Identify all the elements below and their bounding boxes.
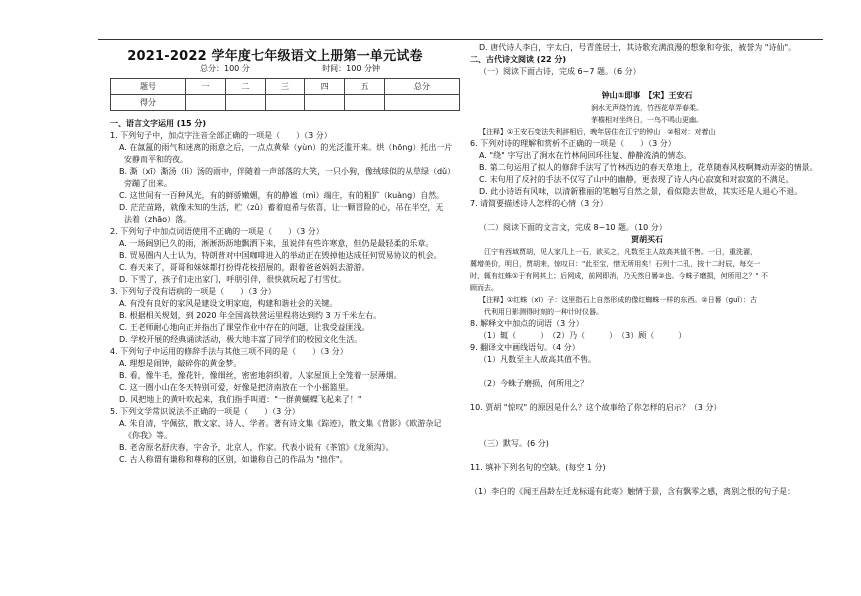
text-line: A. 在氤氲的雨气和迷离的雨意之后，一点点黄晕（yùn）的光泛滥开来。烘（hōng）托出一片: [119, 143, 453, 152]
right-column: [470, 42, 824, 498]
cell-part-3: 三: [265, 79, 305, 95]
text-line: 7. 请简要描述诗人怎样的心情（3 分）: [470, 199, 608, 208]
text-line: [470, 78, 824, 90]
time-label: 时间：100 分钟: [322, 64, 380, 73]
text-line: C. 王老师耐心地向正并指出了课堂作业中存在的问题，让我受益匪浅。: [119, 323, 370, 332]
text-line: D. 下雪了，孩子们走出家门，呼朋引伴，很快就玩起了打雪仗。: [119, 275, 347, 284]
text-line: 4. 下列句子中运用的修辞手法与其他三项不同的是（ ）（3 分）: [110, 347, 348, 356]
text-line: A. "绕" 字写出了涧水在竹林间回环往复、静静流淌的情态。: [479, 151, 692, 160]
text-line: D. 茫茫苗路，就像未知的生活，贮（zǔ）蓄着庭希与依喜，让一颗冒险的心，吊在半空，无: [119, 203, 444, 212]
text-line: B. 第二句运用了拟人的修辞手法写了竹林西边的春天草地上，花草随春风枝啊舞动弄姿的情景。: [479, 163, 818, 172]
text-line: A. 朱自清，字佩弦，散文家、诗人、学者。著有诗文集《踪迹》，散文集《背影》《欧游杂记: [119, 419, 442, 428]
text-line: C. 春天来了，哥哥和妹妹都打扮得花枝招展的，跟着爸爸妈妈去游游。: [119, 263, 370, 272]
text-line: [470, 450, 824, 462]
left-column: [110, 118, 460, 466]
text-line: [470, 210, 824, 222]
text-line: [470, 414, 824, 426]
exam-meta: [200, 63, 380, 74]
text-line: （一）阅读下面古诗，完成 6~7 题。（6 分）: [479, 67, 641, 76]
text-line: [470, 366, 824, 378]
text-line: 10. 贾胡 "惊叹" 的原因是什么？这个故事给了你怎样的启示？（3 分）: [470, 403, 722, 412]
text-line: B. 看，像牛毛，像花针，像细丝，密密地斜织着，人家屋顶上全笼着一层薄烟。: [119, 371, 402, 380]
text-line: C. 这一圈小山在冬天特别可爱，好像是把济南放在一个小摇篮里。: [119, 383, 354, 392]
text-line: （1）凡数至主人故高其值不售。: [479, 355, 597, 364]
text-line: D. 此小诗语有风味，以清新雅丽的笔触写自然之景，看似隐去世故，其实还是人退心不退。: [479, 187, 803, 196]
text-line: 涧水无声绕竹流，竹西花草弄春柔。: [591, 104, 703, 112]
text-line: 2. 下列句子中加点词语使用不正确的一项是（ ）（3 分）: [110, 227, 324, 236]
text-line: 茅檐相对坐终日，一鸟不鸣山更幽。: [591, 116, 703, 124]
text-line: C. 末句用了反衬的手法不仅写了山中的幽静，更表现了诗人内心寂寞和对寂寞的不满足。: [479, 175, 794, 184]
text-line: 【注释】①红蛛（xī）子：这里指石上自然形成的像红蜘蛛一样的东西。②日晷（guǐ）：古: [479, 296, 757, 304]
text-line: [470, 390, 824, 402]
text-line: 时，辄有红蛛①于有网其上；后网成，前网即消，乃天然日晷②也。今蛛子磨损，何所用之？" 不: [470, 272, 768, 280]
text-line: D. 唐代诗人李白，字太白，号青莲居士，其诗歌充满浪漫的想象和夸张，被誉为 "诗仙"。: [479, 43, 797, 52]
text-line: 二、古代诗文阅读 (22 分): [470, 55, 567, 64]
score-input: [186, 95, 226, 111]
text-line: 3. 下列句子没有语病的一项是（ ）（3 分）: [110, 287, 276, 296]
cell-part-5: 五: [345, 79, 385, 95]
text-line: B. 老舍原名舒庆春，字舍予，北京人，作家。代表小说有《茶馆》《龙须沟》。: [119, 443, 394, 452]
top-rule: [98, 39, 823, 40]
text-line: A. 有没有良好的家风是建设文明家庭，构建和谐社会的关键。: [119, 299, 338, 308]
score-value-row: [111, 95, 460, 111]
text-line: [470, 474, 824, 486]
text-line: C. 这世间有一百种风光，有的鲜骄嫩媚，有的静谧（mì）端庄，有的粗犷（kuàng）自然。: [119, 191, 445, 200]
cell-total: 总分: [384, 79, 459, 95]
text-line: 一、语言文字运用 (15 分): [110, 119, 207, 128]
text-line: B. 贸易圈内人士认为，特朗普对中国咖啡进入的举动正在毁掉他达成任何贸易协议的机会。: [119, 251, 442, 260]
text-line: 代利用日影测得时刻的一种计时仪器。: [484, 308, 603, 316]
text-line: 6. 下列对诗的理解和赏析不正确的一项是（ ）（3 分）: [470, 139, 676, 148]
score-input: [305, 95, 345, 111]
text-line: 旁蹦了出来。: [124, 179, 172, 188]
text-line: B. 根据相关规划，到 2020 年全国高铁营运里程将达到约 3 万千米左右。: [119, 311, 382, 320]
text-line: C. 古人称谓有谦称和尊称的区别，如谦称自己的作品为 "拙作"。: [119, 455, 348, 464]
text-line: 【注释】①王安石变法失利辞相后，晚年居住在江宁的钟山 ②相对：对着山: [479, 128, 716, 136]
text-line: D. 风把地上的黄叶吹起来，我们指手叫道："一群黄蝴蝶飞起来了！": [119, 395, 362, 404]
text-line: 冀增美价，明日，贾胡来，惊叹曰："此至宝，惜无所用矣！石列十二孔，按十二时辰，每交一: [470, 260, 761, 268]
score-header-row: [111, 79, 460, 95]
text-line: （二）阅读下面的文言文，完成 8~10 题。（10 分）: [479, 223, 667, 232]
text-line: 9. 翻译文中画线语句。（4 分）: [470, 343, 580, 352]
text-line: 贾胡买石: [631, 235, 663, 244]
cell-score-label: 得分: [111, 95, 186, 111]
text-line: 《你我》等。: [124, 431, 172, 440]
text-line: A. 理想是闹钟，敲碎你的黄金梦。: [119, 359, 242, 368]
text-line: 1. 下列句子中，加点字注音全部正确的一项是（ ）（3 分）: [110, 131, 332, 140]
cell-part-4: 四: [305, 79, 345, 95]
text-line: A. 一场阔别已久的雨，淅淅沥沥地飘洒下来，虽说伴有些许寒意，但仍是最轻柔的乐章。: [119, 239, 434, 248]
text-line: 法着（zhāo）落。: [124, 215, 192, 224]
cell-question-no: 题号: [111, 79, 186, 95]
total-score-label: 总分：100 分: [200, 64, 250, 73]
cell-part-1: 一: [186, 79, 226, 95]
score-table: [110, 78, 460, 111]
text-line: 钟山①即事 【宋】王安石: [601, 91, 693, 100]
text-line: （三）默写。(6 分): [479, 439, 549, 448]
text-line: [470, 426, 824, 438]
text-line: 8. 解释文中加点的词语（3 分）: [470, 319, 584, 328]
score-input: [265, 95, 305, 111]
text-line: 江宁有西域贾胡，见人家几上一石，欲买之，凡数至主人故高其值不售。一日，重洗濯，: [484, 248, 757, 256]
text-line: 安静而平和的夜。: [124, 155, 188, 164]
cell-part-2: 二: [225, 79, 265, 95]
text-line: 11. 填补下列名句的空缺。(每空 1 分): [470, 463, 606, 472]
text-line: 顾而去。: [470, 284, 498, 292]
page-title: 2021-2022 学年度七年级语文上册第一单元试卷: [127, 49, 423, 64]
text-line: （1）李白的《闻王昌龄左迁龙标遥有此寄》触情于景，含有飘零之感，离别之恨的句子是：: [470, 487, 796, 496]
score-input: [225, 95, 265, 111]
text-line: B. 澌（xī）澌汤（lì）汤的雨中，伴随着一声部落的大笑，一只小狗，像绒球似的从草绿（dǔ）: [119, 167, 456, 176]
text-line: 5. 下列文学常识说法不正确的一项是（ ）（3 分）: [110, 407, 300, 416]
score-input: [384, 95, 459, 111]
text-line: （2）今蛛子磨损，何所用之？: [479, 379, 589, 388]
text-line: （1）辄（ ） （2）乃（ ） （3）顾（ ）: [479, 331, 687, 340]
text-line: D. 学校开展的经典诵读活动，极大地丰富了同学们的校园文化生活。: [119, 335, 363, 344]
score-input: [345, 95, 385, 111]
